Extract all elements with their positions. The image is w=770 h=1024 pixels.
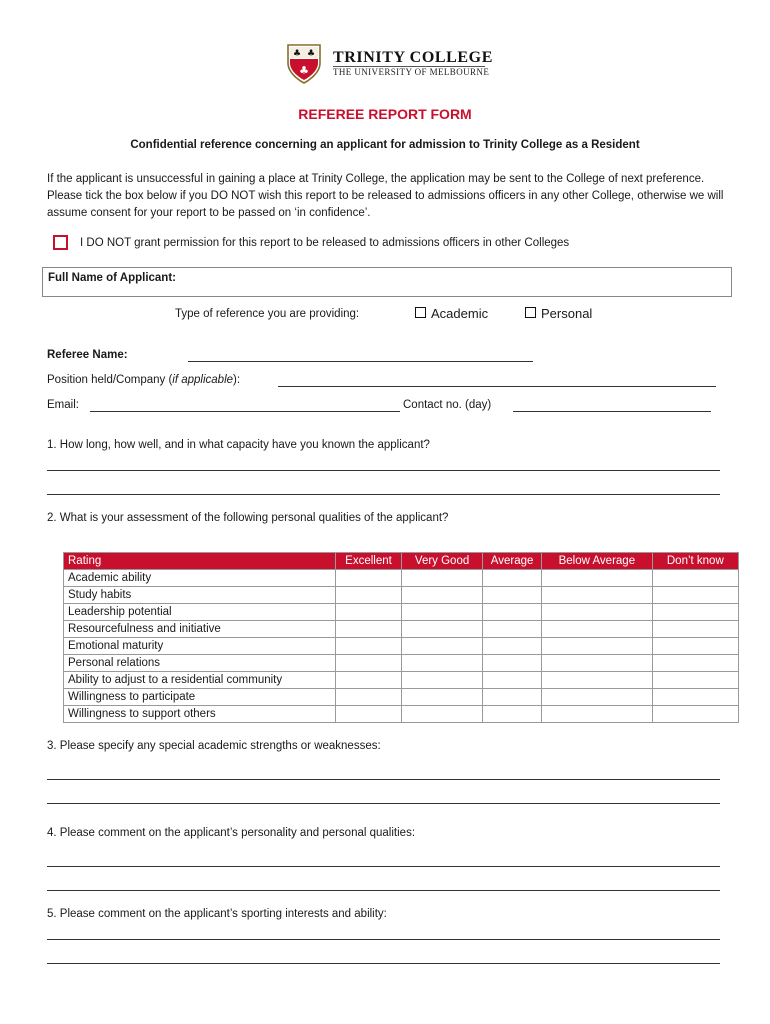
personal-checkbox[interactable] <box>525 307 536 318</box>
rating-cell[interactable] <box>336 621 402 638</box>
rating-cell[interactable] <box>483 570 542 587</box>
rating-cell[interactable] <box>652 621 738 638</box>
answer-line[interactable] <box>47 890 720 891</box>
answer-line[interactable] <box>47 963 720 964</box>
table-row <box>64 604 739 621</box>
rating-cell[interactable] <box>652 638 738 655</box>
svg-text:♣: ♣ <box>306 49 316 59</box>
referee-name-field[interactable] <box>188 361 533 362</box>
answer-line[interactable] <box>47 470 720 471</box>
answer-line[interactable] <box>47 779 720 780</box>
rating-cell[interactable] <box>401 638 482 655</box>
question-3: 3. Please specify any special academic strengths or weaknesses: <box>47 740 381 752</box>
rating-header: Very Good <box>401 553 482 570</box>
quality-label: Ability to adjust to a residential community <box>64 672 336 689</box>
logo-subtitle: THE UNIVERSITY OF MELBOURNE <box>333 67 490 77</box>
rating-header: Rating <box>64 553 336 570</box>
quality-label: Study habits <box>64 587 336 604</box>
table-row <box>64 621 739 638</box>
question-5: 5. Please comment on the applicant’s sporting interests and ability: <box>47 908 387 920</box>
rating-cell[interactable] <box>483 621 542 638</box>
rating-cell[interactable] <box>483 638 542 655</box>
rating-cell[interactable] <box>401 570 482 587</box>
rating-cell[interactable] <box>652 689 738 706</box>
rating-header: Don’t know <box>652 553 738 570</box>
table-row <box>64 672 739 689</box>
rating-cell[interactable] <box>483 672 542 689</box>
reference-type-label: Type of reference you are providing: <box>175 308 360 320</box>
answer-line[interactable] <box>47 866 720 867</box>
no-permission-checkbox[interactable] <box>53 235 68 250</box>
rating-cell[interactable] <box>401 604 482 621</box>
rating-cell[interactable] <box>652 604 738 621</box>
rating-cell[interactable] <box>401 689 482 706</box>
rating-cell[interactable] <box>542 587 653 604</box>
rating-header: Excellent <box>336 553 402 570</box>
table-row <box>64 706 739 723</box>
rating-cell[interactable] <box>401 672 482 689</box>
rating-cell[interactable] <box>652 655 738 672</box>
email-label: Email: <box>47 399 79 411</box>
quality-label: Personal relations <box>64 655 336 672</box>
rating-cell[interactable] <box>652 672 738 689</box>
rating-cell[interactable] <box>542 706 653 723</box>
answer-line[interactable] <box>47 803 720 804</box>
rating-cell[interactable] <box>336 638 402 655</box>
logo-title: TRINITY COLLEGE <box>333 49 493 66</box>
rating-cell[interactable] <box>652 587 738 604</box>
rating-cell[interactable] <box>542 570 653 587</box>
rating-cell[interactable] <box>652 570 738 587</box>
table-row <box>64 689 739 706</box>
quality-label: Academic ability <box>64 570 336 587</box>
referee-name-label: Referee Name: <box>47 349 128 361</box>
intro-paragraph: If the applicant is unsuccessful in gaining a place at Trinity College, the application may be sent to the College of next preference. Please tick the box below if you DO NOT wish this report to be released to admissions officers in any other College, otherwise we will assume consent for your report to be passed on ‘in confidence’. <box>47 173 724 219</box>
table-row <box>64 587 739 604</box>
quality-label: Emotional maturity <box>64 638 336 655</box>
answer-line[interactable] <box>47 494 720 495</box>
quality-label: Willingness to participate <box>64 689 336 706</box>
question-4: 4. Please comment on the applicant’s personality and personal qualities: <box>47 827 416 839</box>
answer-line[interactable] <box>47 939 720 940</box>
rating-cell[interactable] <box>483 655 542 672</box>
svg-text:♣: ♣ <box>299 64 309 77</box>
form-title: REFEREE REPORT FORM <box>298 106 472 122</box>
rating-header: Below Average <box>542 553 653 570</box>
rating-cell[interactable] <box>336 570 402 587</box>
position-field[interactable] <box>278 386 716 387</box>
table-row <box>64 638 739 655</box>
table-row <box>64 570 739 587</box>
email-field[interactable] <box>90 411 400 412</box>
rating-cell[interactable] <box>401 655 482 672</box>
rating-table <box>63 552 739 723</box>
rating-cell[interactable] <box>542 672 653 689</box>
academic-option-label: Academic <box>431 306 489 321</box>
no-permission-label: I DO NOT grant permission for this report to be released to admissions officers in other Colleges <box>80 237 570 249</box>
rating-cell[interactable] <box>336 587 402 604</box>
rating-cell[interactable] <box>483 587 542 604</box>
rating-cell[interactable] <box>336 672 402 689</box>
position-label: Position held/Company (if applicable): <box>47 374 241 386</box>
rating-cell[interactable] <box>336 689 402 706</box>
rating-cell[interactable] <box>336 655 402 672</box>
rating-cell[interactable] <box>336 604 402 621</box>
personal-option-label: Personal <box>541 306 593 321</box>
rating-header-row <box>64 553 739 570</box>
rating-cell[interactable] <box>483 604 542 621</box>
rating-cell[interactable] <box>542 638 653 655</box>
rating-cell[interactable] <box>652 706 738 723</box>
college-crest-icon <box>286 43 322 85</box>
rating-cell[interactable] <box>542 655 653 672</box>
rating-cell[interactable] <box>483 706 542 723</box>
applicant-name-label: Full Name of Applicant: <box>48 272 176 284</box>
rating-header: Average <box>483 553 542 570</box>
question-1: 1. How long, how well, and in what capacity have you known the applicant? <box>47 439 430 451</box>
rating-cell[interactable] <box>542 604 653 621</box>
contact-label: Contact no. (day) <box>403 399 492 411</box>
table-row <box>64 655 739 672</box>
rating-cell[interactable] <box>542 689 653 706</box>
rating-cell[interactable] <box>542 621 653 638</box>
rating-cell[interactable] <box>483 689 542 706</box>
contact-field[interactable] <box>513 411 711 412</box>
question-2: 2. What is your assessment of the following personal qualities of the applicant? <box>47 512 449 524</box>
rating-cell[interactable] <box>401 587 482 604</box>
rating-cell[interactable] <box>336 706 402 723</box>
quality-label: Willingness to support others <box>64 706 336 723</box>
rating-cell[interactable] <box>401 621 482 638</box>
rating-cell[interactable] <box>401 706 482 723</box>
quality-label: Resourcefulness and initiative <box>64 621 336 638</box>
svg-text:♣: ♣ <box>292 49 302 59</box>
academic-checkbox[interactable] <box>415 307 426 318</box>
quality-label: Leadership potential <box>64 604 336 621</box>
confidential-heading: Confidential reference concerning an applicant for admission to Trinity College as a Resident <box>130 139 640 151</box>
